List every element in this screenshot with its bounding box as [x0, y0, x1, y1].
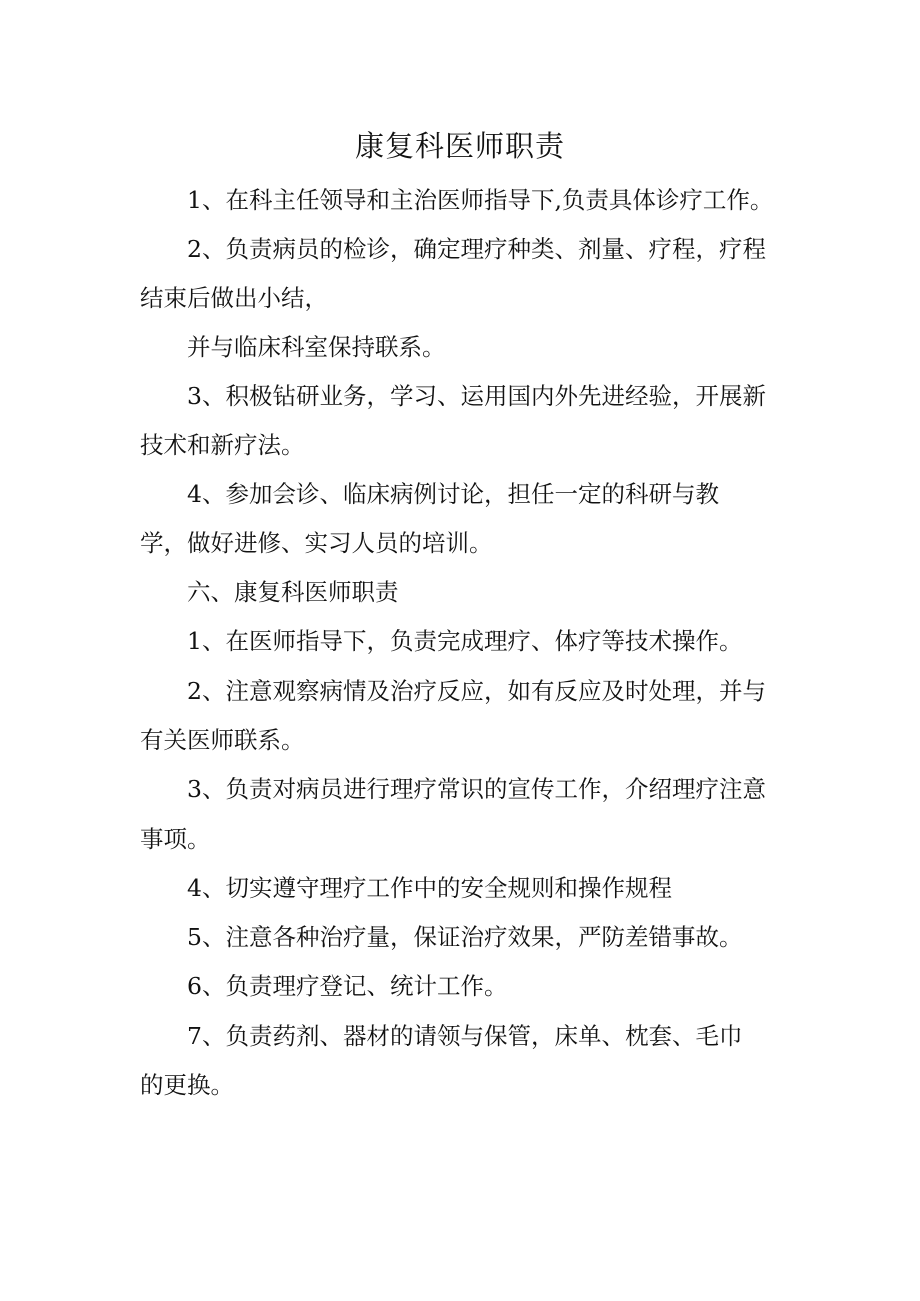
paragraph-line: 有关医师联系。	[140, 726, 305, 754]
paragraph-line: 1、在医师指导下，负责完成理疗、体疗等技术操作。	[187, 627, 743, 655]
paragraph-line: 2、注意观察病情及治疗反应，如有反应及时处理，并与	[187, 677, 766, 705]
paragraph-line: 6、负责理疗登记、统计工作。	[187, 972, 508, 1000]
paragraph-line: 1、在科主任领导和主治医师指导下,负责具体诊疗工作。	[187, 186, 774, 214]
paragraph-line: 并与临床科室保持联系。	[187, 333, 446, 361]
paragraph-line: 4、切实遵守理疗工作中的安全规则和操作规程	[187, 874, 672, 902]
paragraph-line: 5、注意各种治疗量，保证治疗效果，严防差错事故。	[187, 923, 743, 951]
paragraph-line: 结束后做出小结，	[140, 284, 328, 312]
paragraph-line: 的更换。	[140, 1071, 234, 1099]
paragraph-line: 4、参加会诊、临床病例讨论，担任一定的科研与教	[187, 480, 719, 508]
paragraph-line: 事项。	[140, 825, 211, 853]
paragraph-line: 3、负责对病员进行理疗常识的宣传工作，介绍理疗注意	[187, 775, 766, 803]
document-title: 康复科医师职责	[354, 129, 565, 163]
paragraph-line: 学，做好进修、实习人员的培训。	[140, 529, 493, 557]
paragraph-line: 技术和新疗法。	[140, 431, 305, 459]
paragraph-line: 2、负责病员的检诊，确定理疗种类、剂量、疗程，疗程	[187, 235, 766, 263]
paragraph-line: 3、积极钻研业务，学习、运用国内外先进经验，开展新	[187, 382, 766, 410]
section-heading: 六、康复科医师职责	[187, 578, 399, 606]
paragraph-line: 7、负责药剂、器材的请领与保管，床单、枕套、毛巾	[187, 1022, 743, 1050]
